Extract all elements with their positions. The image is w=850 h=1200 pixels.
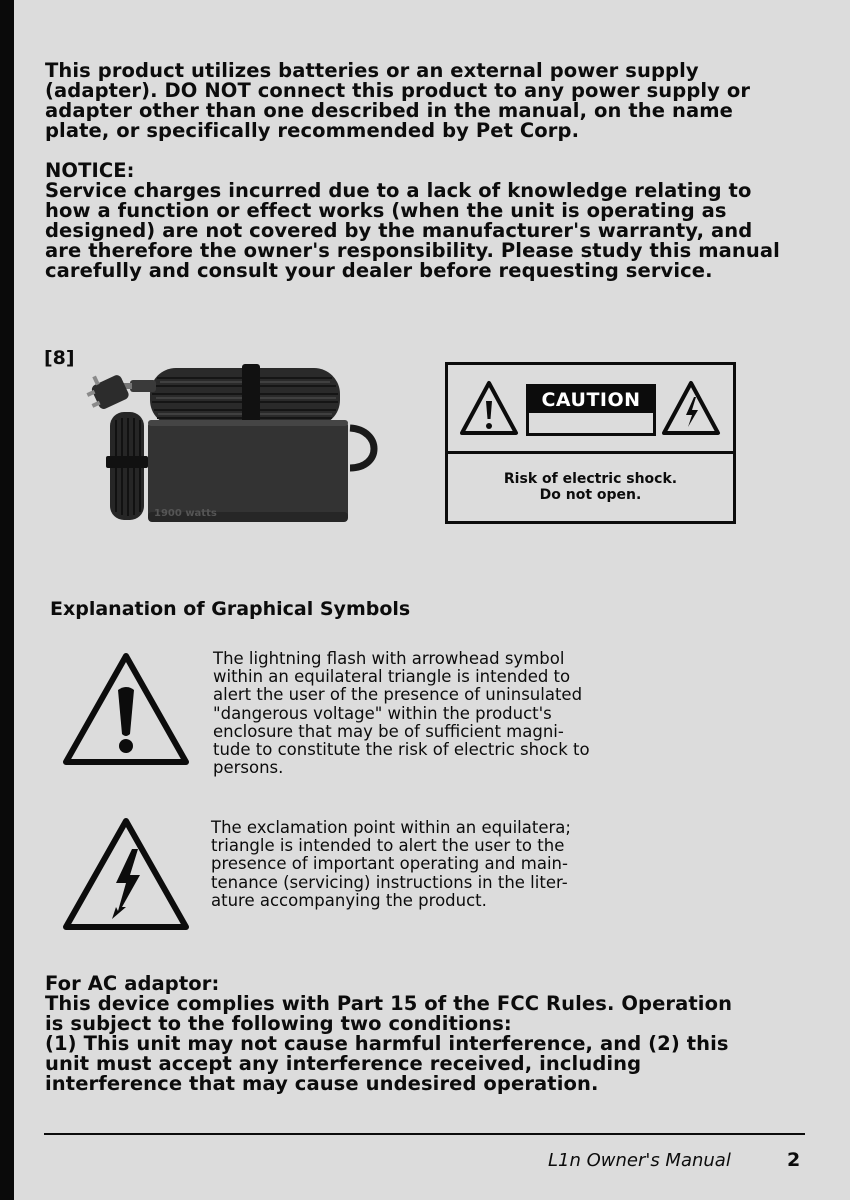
symbol-explanation-2: The exclamation point within an equilatera; triangle is intended to alert the user to the presence of important operating and main- tenance (servicing) instructions in the liter- ature accompanying the product. — [211, 818, 571, 910]
power-supply-warning — [45, 61, 815, 141]
exclamation-triangle-icon — [458, 379, 520, 437]
fcc-text: This device complies with Part 15 of the FCC Rules. Operation is subject to the following two conditions: (1) This unit may not cause harmful interference, and (2) this unit must accept any interference received, including interference that may cause undesired operation. — [45, 992, 733, 1095]
page-spine-bar — [0, 0, 14, 1200]
footer-manual-title: L1n Owner's Manual — [548, 1150, 731, 1171]
caution-panel — [445, 362, 736, 524]
caution-line-2: Do not open. — [539, 487, 642, 503]
adapter-watermark: 1900 watts — [154, 508, 217, 519]
caution-label-text: CAUTION — [529, 387, 653, 413]
figure-label: [8] — [44, 347, 75, 369]
lightning-triangle-icon — [60, 815, 192, 933]
notice-heading: NOTICE: — [45, 159, 135, 182]
power-adapter-image — [82, 350, 382, 530]
footer-divider — [44, 1133, 805, 1135]
fcc-compliance-section — [45, 974, 815, 1094]
power-supply-warning-text: This product utilizes batteries or an external power supply (adapter). DO NOT connect this product to any power supply or adapter other than one described in the manual, on the name plate, or specifically recommended by Pet Corp. — [45, 59, 751, 142]
caution-panel-message — [448, 471, 733, 503]
caution-label — [526, 384, 656, 436]
symbol-explanation-1: The lightning flash with arrowhead symbol within an equilateral triangle is intended to alert the user of the presence of uninsulated "dangerous voltage" within the product's enclosure that may be of sufficient magni- tude to constitute the risk of electric shock to persons. — [213, 649, 590, 778]
caution-line-1: Risk of electric shock. — [503, 471, 678, 487]
graphical-symbols-title: Explanation of Graphical Symbols — [50, 598, 411, 620]
page-number: 2 — [787, 1149, 801, 1171]
notice-text: Service charges incurred due to a lack of knowledge relating to how a function or effect works (when the unit is operating as designed) are not covered by the manufacturer's warranty, and are therefore the owner's responsibility. Please study this manual carefully and consult your dealer before requesting service. — [45, 179, 780, 282]
lightning-triangle-icon — [660, 379, 722, 437]
caution-panel-header — [448, 365, 733, 454]
notice-section — [45, 161, 815, 281]
fcc-heading: For AC adaptor: — [45, 972, 220, 995]
exclamation-triangle-icon — [60, 650, 192, 768]
